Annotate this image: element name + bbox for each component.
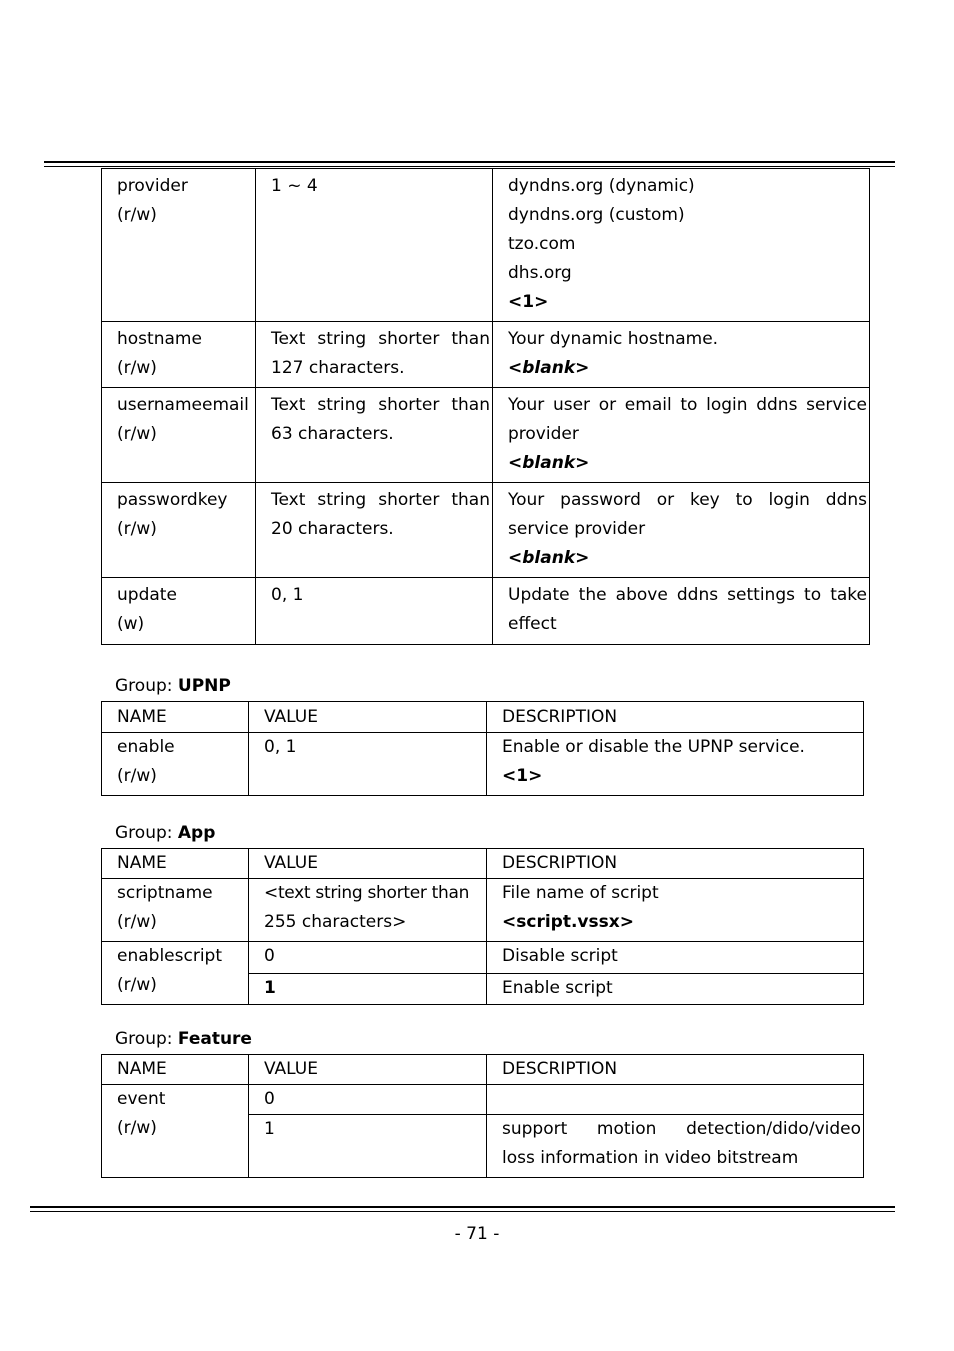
description-cell xyxy=(487,879,864,942)
desc-line: effect xyxy=(508,614,557,634)
feature-table xyxy=(101,1054,864,1178)
description-cell xyxy=(493,322,870,388)
header-value: VALUE xyxy=(249,1055,487,1085)
description-cell xyxy=(493,388,870,483)
header-row xyxy=(102,849,864,879)
value-cell: 1 xyxy=(249,1115,487,1178)
param-value: 0, 1 xyxy=(264,737,297,757)
desc-line: dyndns.org (dynamic) xyxy=(508,176,695,196)
param-name: usernameemail xyxy=(117,395,249,415)
default-value: <blank> xyxy=(508,358,590,378)
desc-line: File name of script xyxy=(502,883,659,903)
param-access: (r/w) xyxy=(117,358,157,378)
group-name: App xyxy=(177,823,216,843)
name-cell xyxy=(102,169,256,322)
value-cell: 0 xyxy=(249,1085,487,1115)
header-description: DESCRIPTION xyxy=(487,1055,864,1085)
param-value: 255 characters> xyxy=(264,912,407,932)
upnp-table xyxy=(101,701,864,796)
param-name: hostname xyxy=(117,329,202,349)
ddns-table xyxy=(101,168,870,645)
value-cell xyxy=(256,322,493,388)
description-cell xyxy=(493,169,870,322)
param-value: 1 ~ 4 xyxy=(271,176,318,196)
description-cell xyxy=(487,1085,864,1115)
param-access: (w) xyxy=(117,614,145,634)
group-name: Feature xyxy=(177,1029,252,1049)
desc-line: support motion detection/dido/video xyxy=(502,1119,861,1139)
param-value: 63 characters. xyxy=(271,424,394,444)
desc-line: loss information in video bitstream xyxy=(502,1148,799,1168)
name-cell xyxy=(102,578,256,645)
param-access: (r/w) xyxy=(117,766,157,786)
param-value: 20 characters. xyxy=(271,519,394,539)
description-cell xyxy=(493,578,870,645)
default-value: <1> xyxy=(502,766,543,786)
header-name: NAME xyxy=(102,702,249,733)
name-cell xyxy=(102,879,249,942)
value-cell: 0 xyxy=(249,942,487,974)
name-cell xyxy=(102,322,256,388)
desc-line: Your dynamic hostname. xyxy=(508,329,719,349)
desc-line: provider xyxy=(508,424,579,444)
param-access: (r/w) xyxy=(117,519,157,539)
header-row xyxy=(102,702,864,733)
param-name: enablescript xyxy=(117,946,222,966)
footer-rule-thin xyxy=(30,1211,895,1212)
param-value: <text string shorter than xyxy=(264,883,470,903)
name-cell xyxy=(102,942,249,1005)
value-cell xyxy=(256,388,493,483)
header-row xyxy=(102,1055,864,1085)
group-prefix: Group: xyxy=(115,823,178,843)
param-access: (r/w) xyxy=(117,205,157,225)
param-value: Text string shorter than xyxy=(271,490,490,510)
param-access: (r/w) xyxy=(117,912,157,932)
desc-line: Your password or key to login ddns xyxy=(508,490,867,510)
name-cell xyxy=(102,1085,249,1178)
param-name: event xyxy=(117,1089,166,1109)
param-value: Text string shorter than xyxy=(271,329,490,349)
desc-line: dhs.org xyxy=(508,263,572,283)
footer-rule xyxy=(30,1206,895,1208)
param-name: enable xyxy=(117,737,175,757)
header-name: NAME xyxy=(102,1055,249,1085)
table-row xyxy=(102,483,870,578)
desc-line: dyndns.org (custom) xyxy=(508,205,685,225)
default-value: <blank> xyxy=(508,548,590,568)
value-cell: 1 xyxy=(249,973,487,1005)
param-value: 0, 1 xyxy=(271,585,304,605)
value-cell xyxy=(256,578,493,645)
description-cell xyxy=(487,1115,864,1178)
header-value: VALUE xyxy=(249,849,487,879)
table-row xyxy=(102,733,864,796)
table-row xyxy=(102,322,870,388)
table-row xyxy=(102,388,870,483)
name-cell xyxy=(102,483,256,578)
header-rule-thin xyxy=(44,166,895,167)
header-name: NAME xyxy=(102,849,249,879)
table-row xyxy=(102,879,864,942)
description-cell xyxy=(487,733,864,796)
param-name: scriptname xyxy=(117,883,213,903)
table-row xyxy=(102,1085,864,1115)
value-cell xyxy=(249,733,487,796)
value-cell xyxy=(256,169,493,322)
app-table xyxy=(101,848,864,1005)
group-prefix: Group: xyxy=(115,1029,178,1049)
desc-line: tzo.com xyxy=(508,234,576,254)
header-rule xyxy=(44,161,895,163)
default-value: <1> xyxy=(508,292,549,312)
desc-line: service provider xyxy=(508,519,646,539)
default-value: <script.vssx> xyxy=(502,912,634,932)
name-cell xyxy=(102,733,249,796)
param-value: 127 characters. xyxy=(271,358,405,378)
param-name: update xyxy=(117,585,177,605)
description-cell xyxy=(493,483,870,578)
table-row xyxy=(102,169,870,322)
default-value: <blank> xyxy=(508,453,590,473)
group-heading-feature xyxy=(115,1029,252,1049)
name-cell xyxy=(102,388,256,483)
desc-line: Enable or disable the UPNP service. xyxy=(502,737,805,757)
table-row xyxy=(102,942,864,974)
param-access: (r/w) xyxy=(117,424,157,444)
header-description: DESCRIPTION xyxy=(487,849,864,879)
value-cell xyxy=(256,483,493,578)
page-number: - 71 - xyxy=(454,1224,500,1244)
param-access: (r/w) xyxy=(117,975,157,995)
description-cell: Disable script xyxy=(487,942,864,974)
param-name: passwordkey xyxy=(117,490,228,510)
table-row xyxy=(102,578,870,645)
header-description: DESCRIPTION xyxy=(487,702,864,733)
group-heading-upnp xyxy=(115,676,231,696)
param-access: (r/w) xyxy=(117,1118,157,1138)
value-cell xyxy=(249,879,487,942)
desc-line: Update the above ddns settings to take xyxy=(508,585,867,605)
group-prefix: Group: xyxy=(115,676,178,696)
description-cell: Enable script xyxy=(487,973,864,1005)
group-heading-app xyxy=(115,823,215,843)
param-value: Text string shorter than xyxy=(271,395,490,415)
group-name: UPNP xyxy=(177,676,231,696)
param-name: provider xyxy=(117,176,188,196)
header-value: VALUE xyxy=(249,702,487,733)
desc-line: Your user or email to login ddns service xyxy=(508,395,867,415)
